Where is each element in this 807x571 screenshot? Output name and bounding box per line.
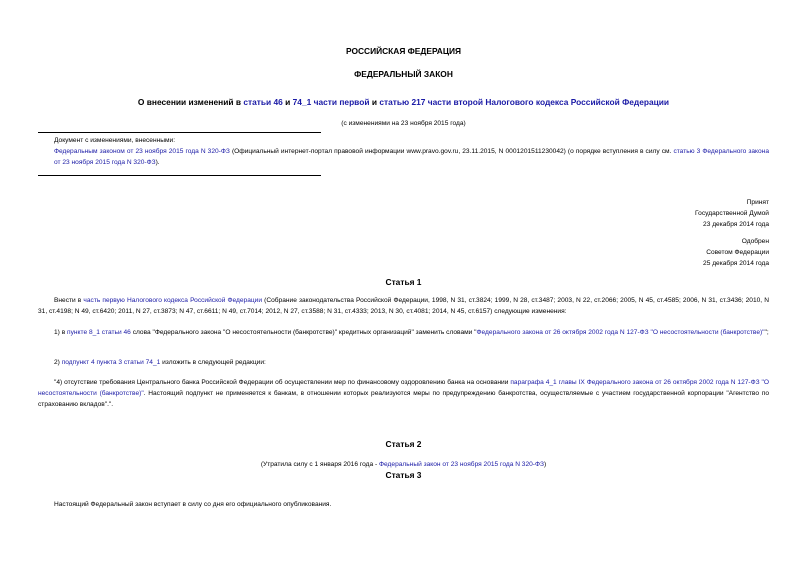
article1-paragraph-item1 [38, 327, 769, 338]
article1-paragraph-quote [38, 377, 769, 410]
article1-p4-text-b: . Настоящий подпункт не применяется к банкам, в отношении которых реализуются меры по предупреждению банкротства, осуществляемые с участием государственной корпорации "Агентство по страхованию вкладов".". [38, 390, 769, 408]
title-text-2: и [282, 97, 293, 107]
changes-link-law-320[interactable]: Федеральным законом от 23 ноября 2015 года N 320-ФЗ [54, 148, 230, 155]
article1-p2-text-c: "; [764, 329, 769, 336]
adoption-council-date: 25 декабря 2014 года [703, 260, 769, 267]
article3-text: Настоящий Федеральный закон вступает в силу со дня его официального опубликования. [54, 501, 332, 508]
adoption-federation-council [703, 236, 769, 269]
title-text-3: и [369, 97, 380, 107]
header-line2: ФЕДЕРАЛЬНЫЙ ЗАКОН [354, 69, 453, 79]
adoption-duma [695, 197, 769, 230]
article2-link-law-320[interactable]: Федеральный закон от 23 ноября 2015 года N 320-ФЗ [379, 461, 544, 468]
title-link-article217[interactable]: статью 217 части второй Налогового кодекса Российской Федерации [379, 97, 670, 107]
article2-text [0, 459, 807, 470]
article1-paragraph-intro [38, 295, 769, 317]
adoption-duma-date: 23 декабря 2014 года [703, 221, 769, 228]
title-text-1: О внесении изменений в [137, 97, 244, 107]
adoption-council-line2: Советом Федерации [706, 249, 769, 256]
document-subtitle: (с изменениями на 23 ноября 2015 года) [341, 120, 466, 127]
article1-heading: Статья 1 [385, 277, 422, 287]
title-link-article46[interactable]: статьи 46 [243, 97, 283, 107]
title-link-article74-1[interactable]: 74_1 части первой [292, 97, 370, 107]
adoption-duma-line1: Принят [746, 199, 769, 206]
article1-paragraph-item2 [38, 357, 769, 368]
adoption-council-line1: Одобрен [741, 238, 769, 245]
article1-p1-text-a: Внести в [54, 297, 84, 304]
article2-heading: Статья 2 [385, 439, 422, 449]
article1-p1-text-b: (Собрание законодательства Российской Федерации, 1998, N 31, ст.3824; 1999, N 28, ст.3487; 2003, N 22, ст.2066; 2005, N 45, ст.4585; 2006, N 31, ст.3436; 2010, N 31, ст.4198; N 49, ст.6420; 2011, N 27, ст.3873; N 47, ст.6611; N 49, ст.7014; 2012, N 27, ст.3588; N 31, ст.4333; 2013, N 30, ст.4081; 2014, N 45, ст.6157) следующие изменения: [38, 297, 770, 315]
article2-text-a: (Утратила силу с 1 января 2016 года - [260, 461, 380, 468]
article1-p4-text-a: "4) отсутствие требования Центрального банка Российской Федерации об осуществлении мер по финансовому оздоровлению банка на основании [54, 379, 511, 386]
article1-link-item8-1[interactable]: пункте 8_1 статьи 46 [67, 329, 131, 336]
article1-link-law-127[interactable]: Федерального закона от 26 октября 2002 года N 127-ФЗ "О несостоятельности (банкротстве)" [476, 329, 765, 336]
adoption-duma-line2: Государственной Думой [695, 210, 769, 217]
article1-link-paragraph4-1[interactable]: параграфа 4_1 главы IX Федерального закона от 26 октября 2002 года N 127-ФЗ "О несостоятельности (банкротстве)" [38, 379, 769, 397]
changes-text-2: ). [155, 159, 160, 166]
article1-p3-text-b: изложить в следующей редакции: [160, 359, 266, 366]
changes-label: Документ с изменениями, внесенными: [54, 137, 176, 144]
changes-bottom-rule [38, 175, 321, 176]
changes-top-rule [38, 132, 321, 133]
header-line1: РОССИЙСКАЯ ФЕДЕРАЦИЯ [345, 46, 462, 56]
article1-link-tax-code[interactable]: часть первую Налогового кодекса Российской Федерации [83, 297, 263, 304]
article1-link-subitem4[interactable]: подпункт 4 пункта 3 статьи 74_1 [61, 359, 161, 366]
changes-text [54, 146, 769, 168]
article1-p3-text-a: 2) [54, 359, 62, 366]
changes-link-article3[interactable]: статью 3 Федерального закона от 23 ноября 2015 года N 320-ФЗ [54, 148, 769, 166]
article2-text-b: ) [543, 461, 547, 468]
article1-p2-text-b: слова "Федерального закона "О несостоятельности (банкротстве)" кредитных организаций" заменить словами " [130, 329, 477, 336]
changes-text-1: (Официальный интернет-портал правовой информации www.pravo.gov.ru, 23.11.2015, N 0001201511230042) (о порядке вступления в силу см. [229, 148, 674, 155]
document-title [0, 97, 807, 107]
article1-p2-text-a: 1) в [54, 329, 68, 336]
article3-heading: Статья 3 [385, 470, 422, 480]
